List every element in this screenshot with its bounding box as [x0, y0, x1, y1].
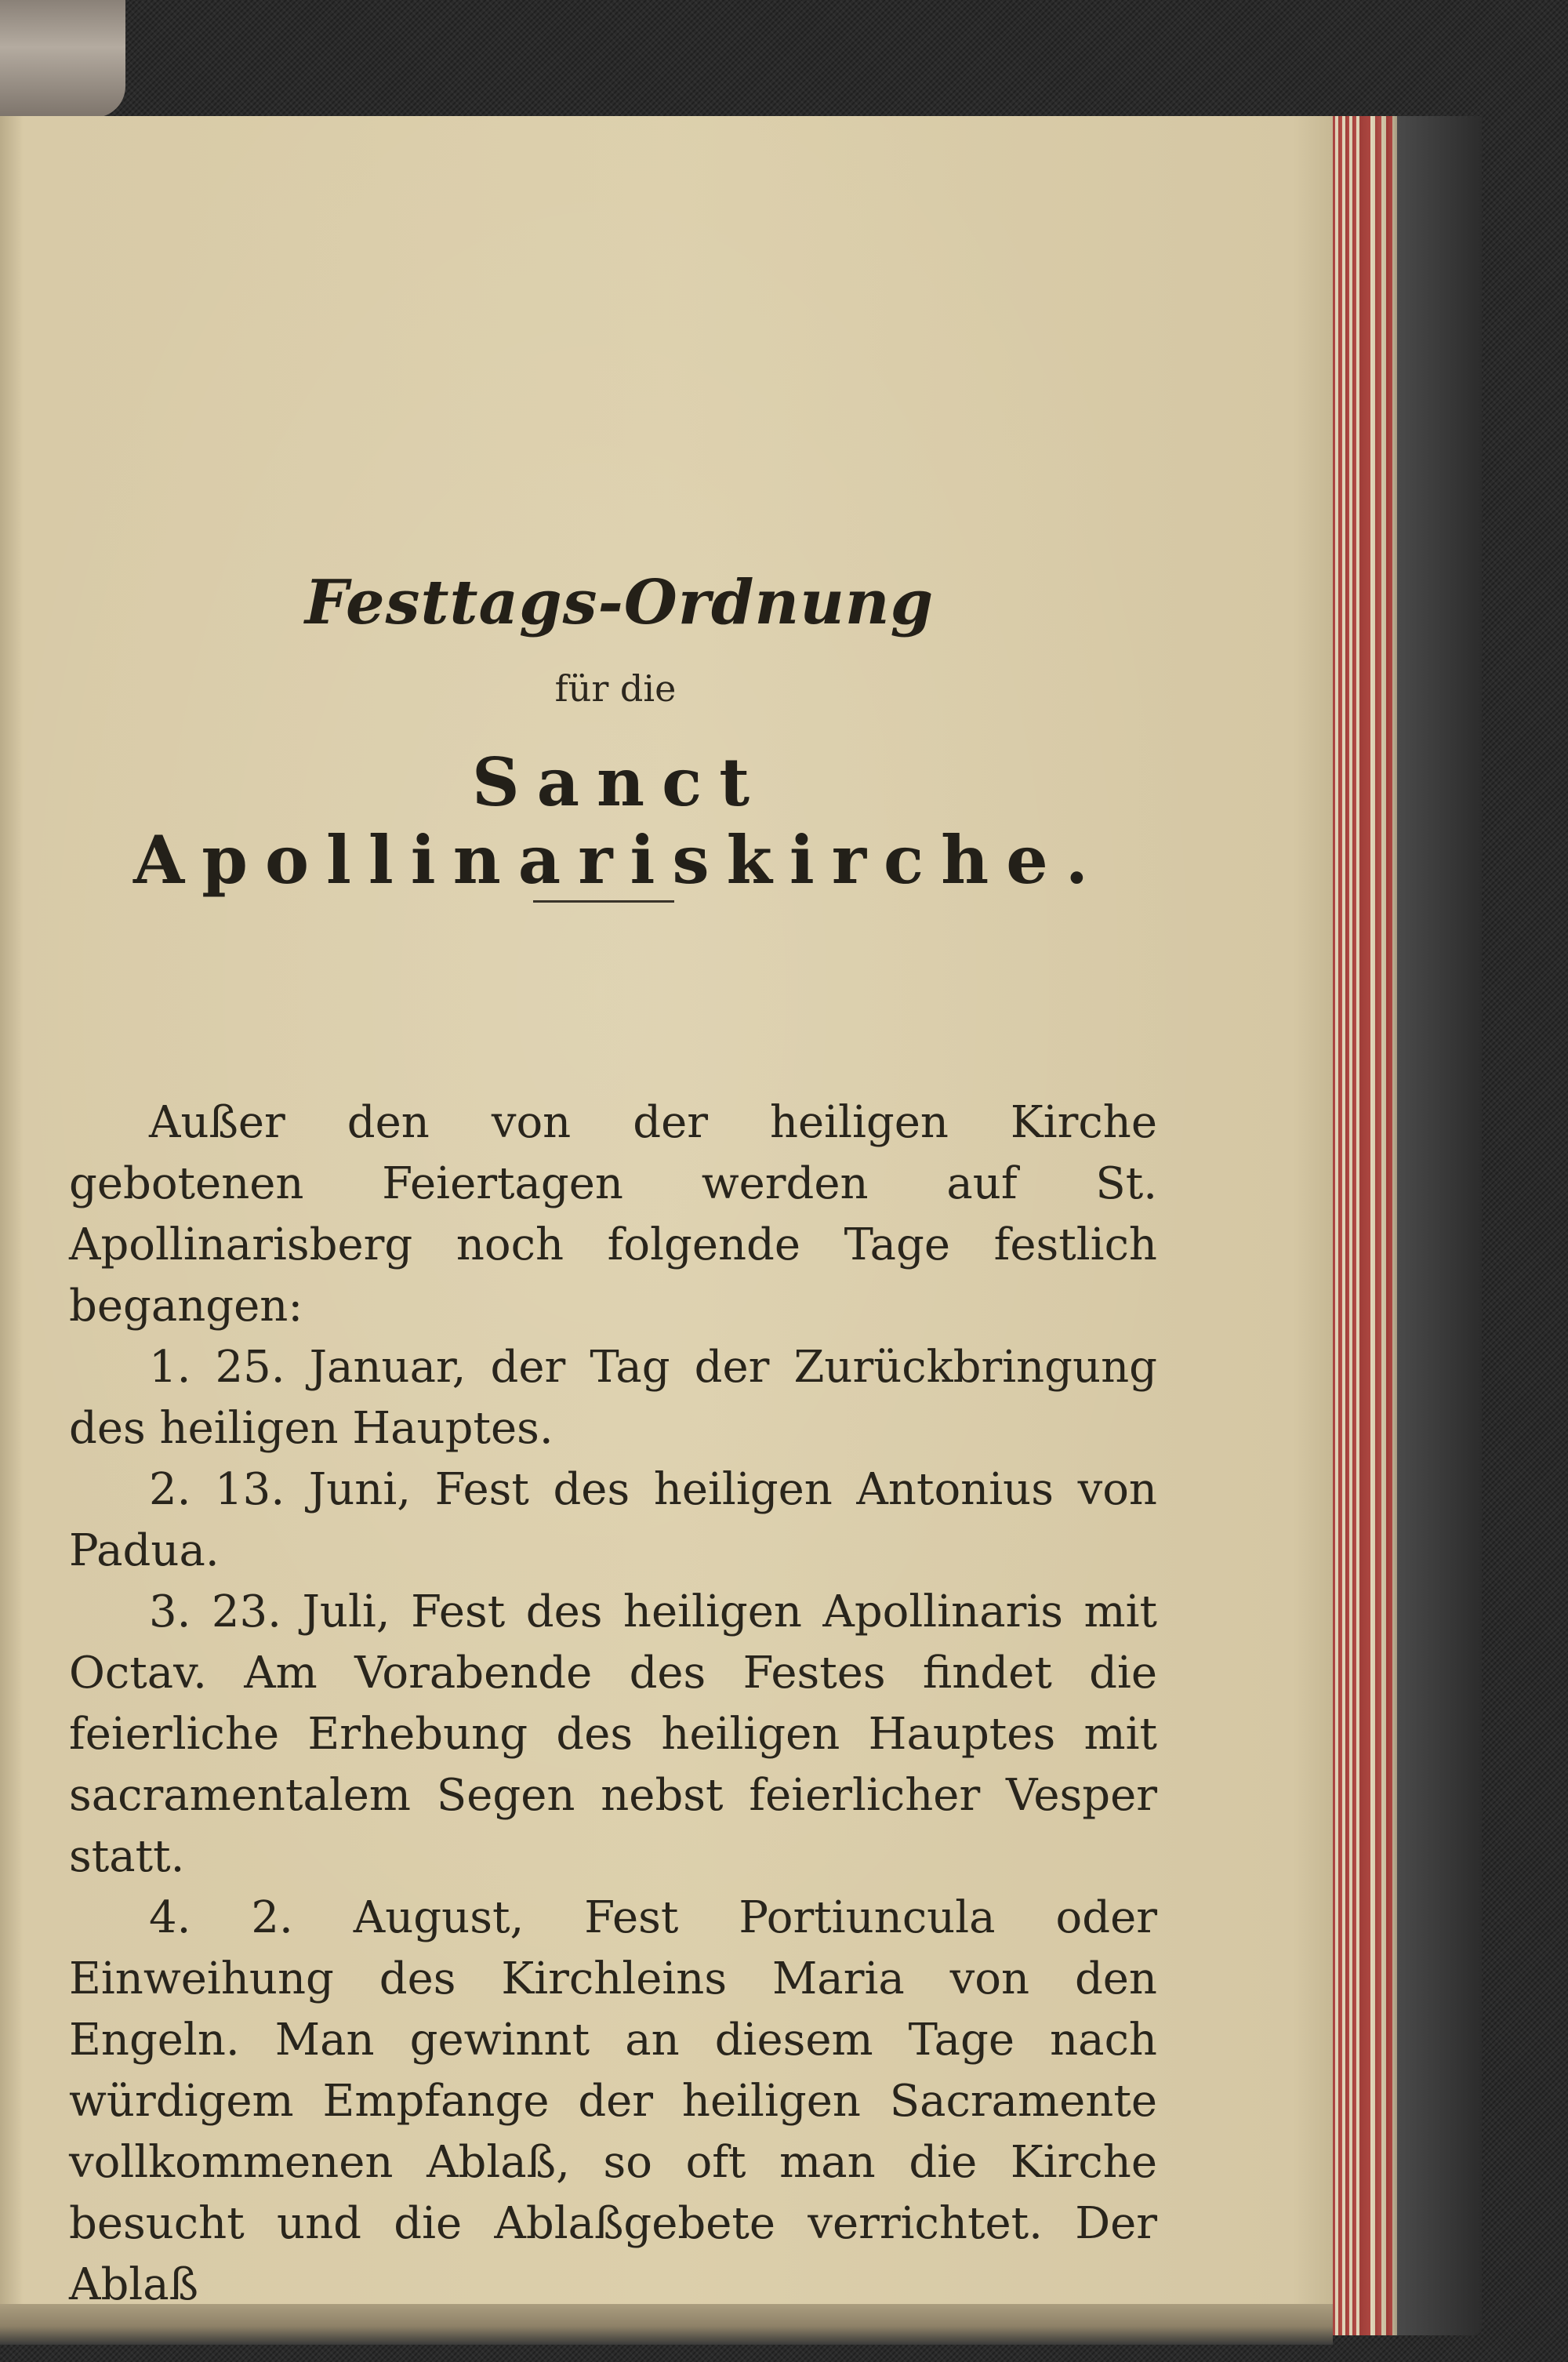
page-subtitle: für die — [554, 667, 677, 710]
feast-item-1: 1. 25. Januar, der Tag der Zurückbringung des heiligen Hauptes. — [69, 1342, 1157, 1454]
body-text — [69, 1092, 1157, 2316]
feast-item-4: 4. 2. August, Fest Portiuncula oder Einweihung des Kirchleins Maria von den Engeln. Man gewinnt an diesem Tage nach würdigem Empfange der heiligen Sacramente vollkommenen Ablaß, so oft man die Kirche besucht und die Ablaßgebete verrichtet. Der Ablaß — [69, 1892, 1157, 2310]
feast-item-2: 2. 13. Juni, Fest des heiligen Antonius von Padua. — [69, 1464, 1157, 1576]
bookmark-ribbon — [0, 0, 125, 118]
church-name: Sanct Apollinariskirche. — [133, 743, 1105, 899]
feast-item-3: 3. 23. Juli, Fest des heiligen Apollinaris mit Octav. Am Vorabende des Festes findet die feierliche Erhebung des heiligen Hauptes mit sacramentalem Segen nebst feierlicher Vesper statt. — [69, 1586, 1157, 1882]
book-page — [0, 116, 1333, 2310]
page-edges — [1325, 116, 1482, 2335]
page-title: Festtags-Ordnung — [304, 567, 935, 638]
intro-paragraph: Außer den von der heiligen Kirche gebotenen Feiertagen werden auf St. Apollinarisberg noch folgende Tage festlich begangen: — [69, 1097, 1157, 1332]
divider-rule — [533, 900, 674, 903]
